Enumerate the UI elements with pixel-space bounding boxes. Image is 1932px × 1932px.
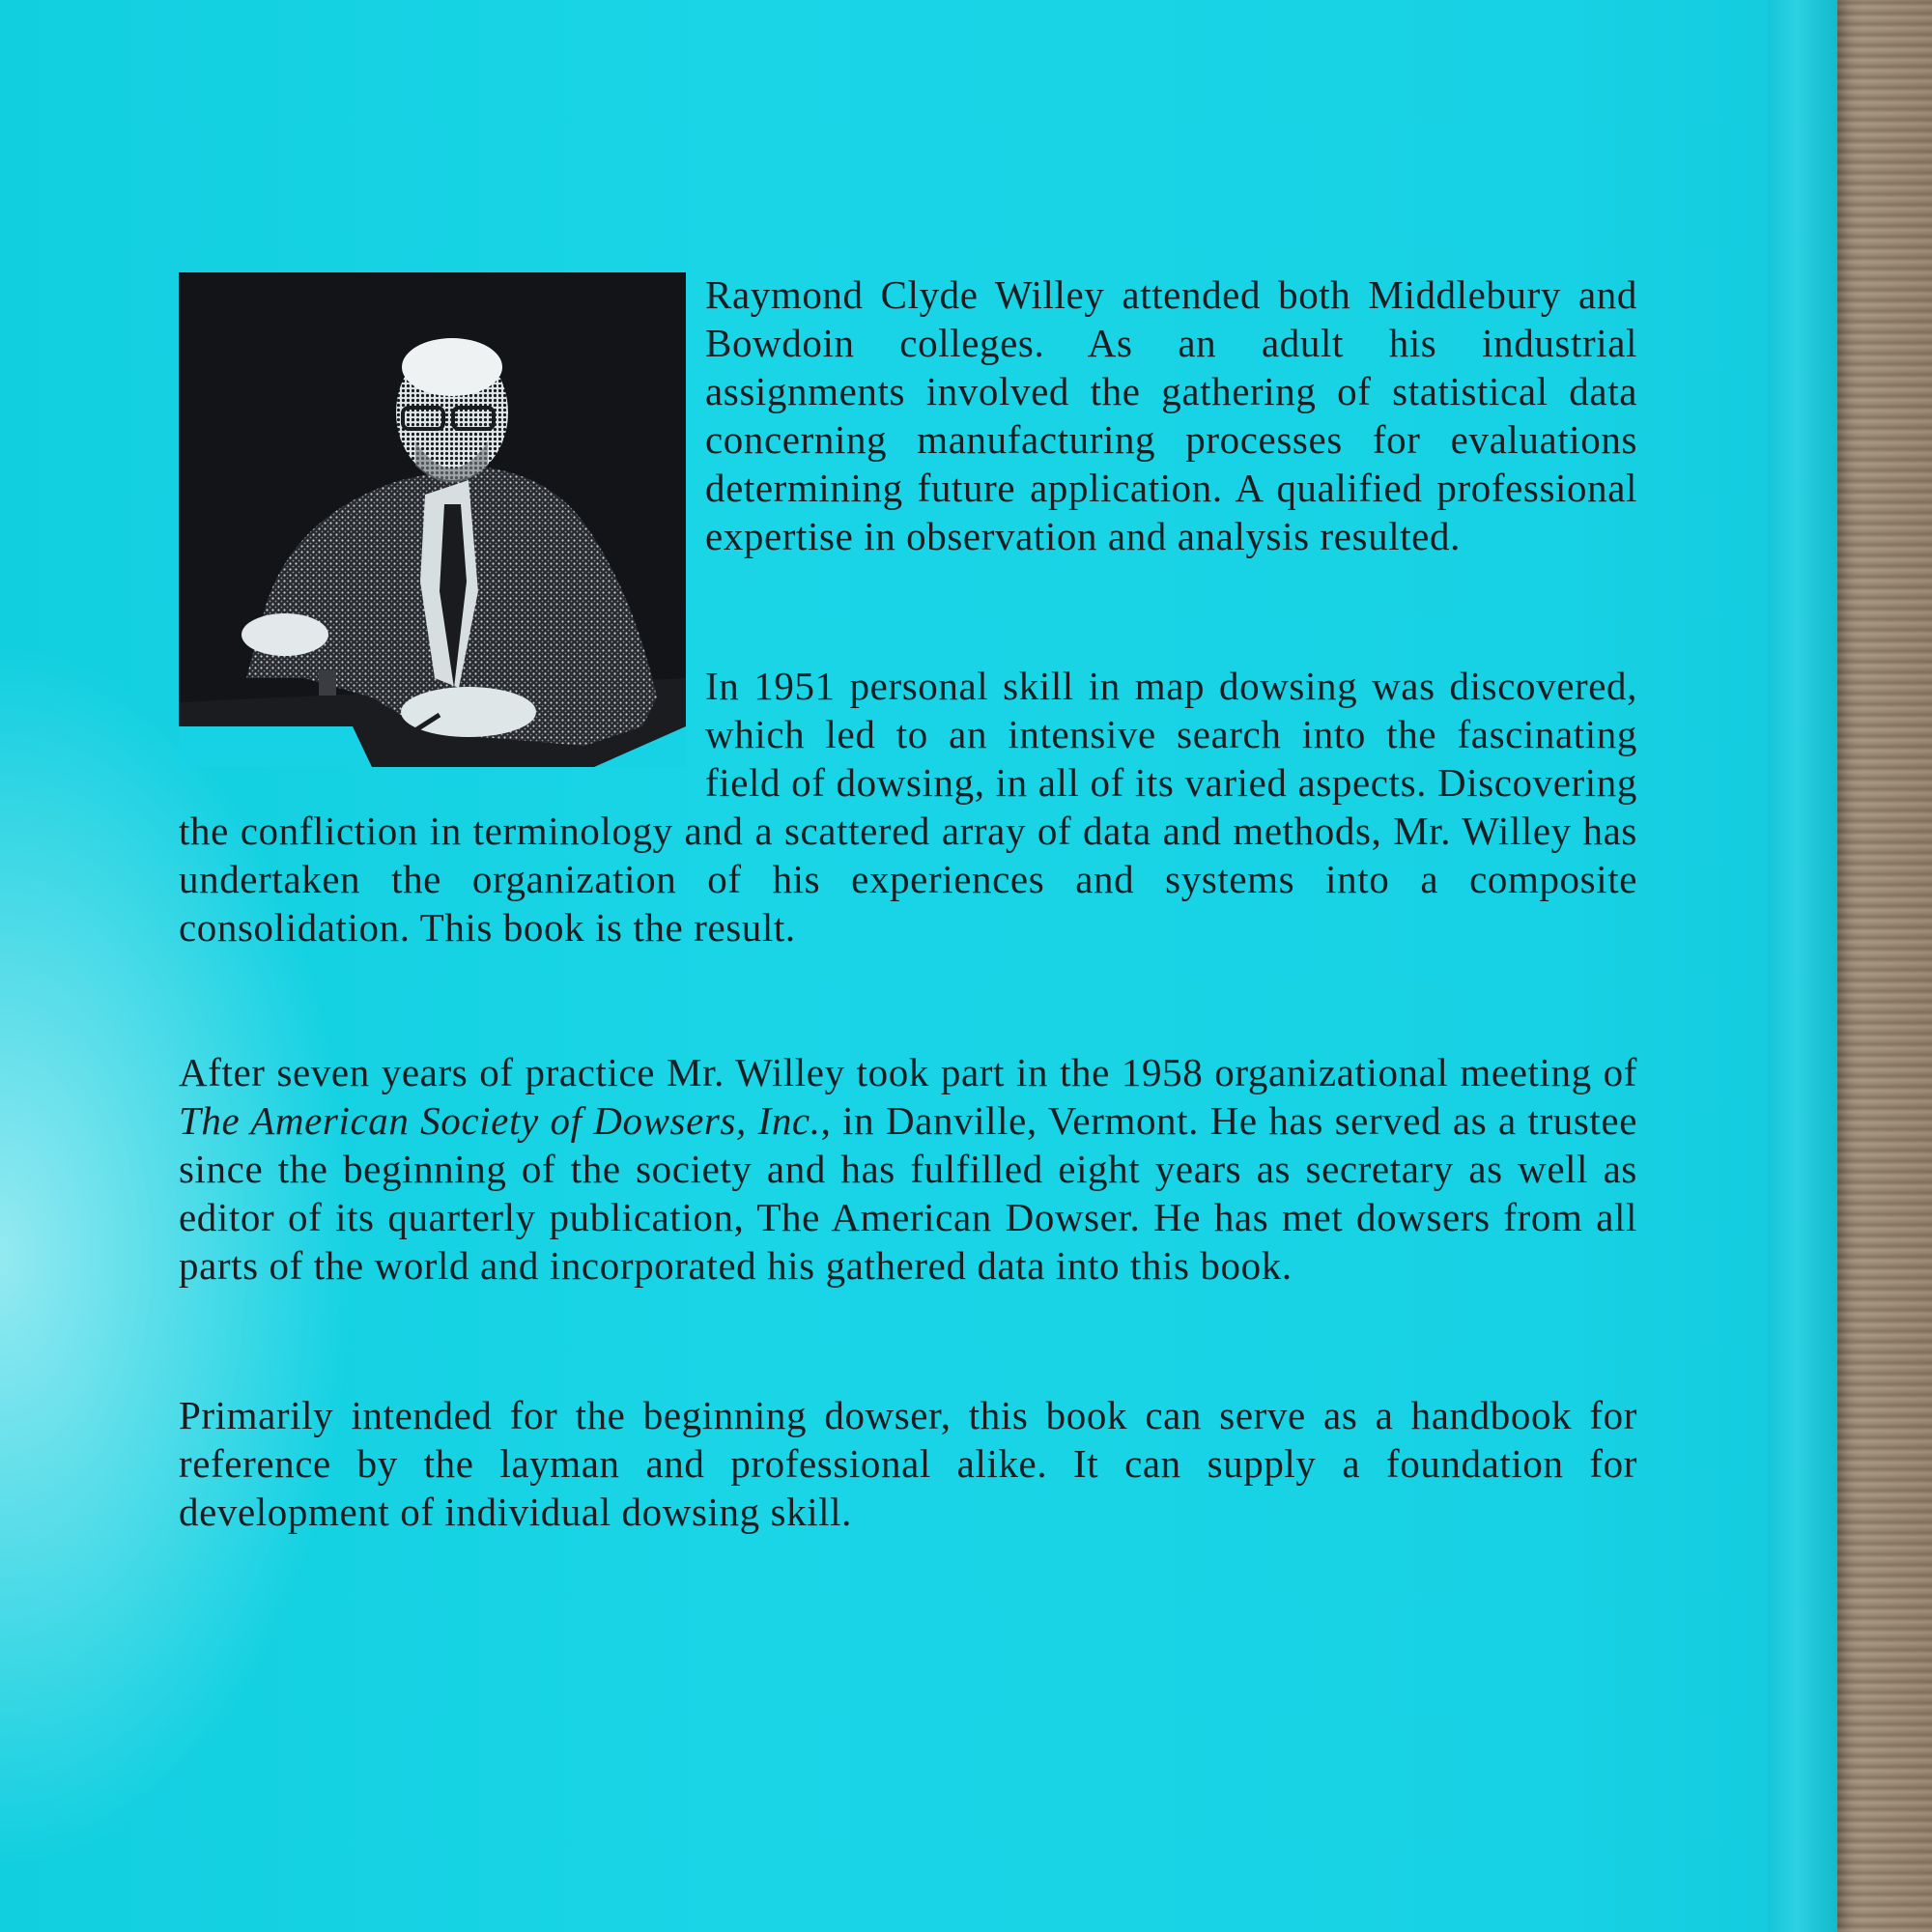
bio-paragraph-1: Raymond Clyde Willey attended both Middlebury and Bowdoin colleges. As an adult his industrial assignments involved the gathering of statistical data concerning manufacturing processes for evaluations determining future application. A qualified professional expertise in observation and analysis resulted. (705, 272, 1637, 558)
bio-paragraph-3-start: After seven years of practice Mr. Willey took part in the 1958 organizational meeting of (179, 1050, 1637, 1094)
society-name: The American Society of Dowsers, Inc. (179, 1098, 821, 1143)
photo-wrap-spacer (179, 662, 705, 807)
bio-paragraph-2 (179, 662, 1637, 952)
bio-paragraph-3-end: , in Danville, Vermont. He has served as a trustee since the beginning of the society and has fulfilled eight years as secretary as well as editor of its quarterly publication, The American Dowser. He has met dowsers from all parts of the world and incorporated his gathered data into this book. (179, 1098, 1637, 1288)
cover-edge (1768, 0, 1837, 1932)
bio-paragraph-4: Primarily intended for the beginning dowser, this book can serve as a handbook for reference by the layman and professional alike. It can supply a foundation for development of individual dowsing skill. (179, 1393, 1637, 1534)
bio-paragraph-3 (179, 1048, 1637, 1290)
bio-paragraph-2-text: In 1951 personal skill in map dowsing was discovered, which led to an intensive search into the fascinating field of dowsing, in all of its varied aspects. Discovering the confliction in terminology and a scattered array of data and methods, Mr. Willey has undertaken the organization of his experiences and systems into a composite consolidation. This book is the result. (179, 664, 1637, 950)
